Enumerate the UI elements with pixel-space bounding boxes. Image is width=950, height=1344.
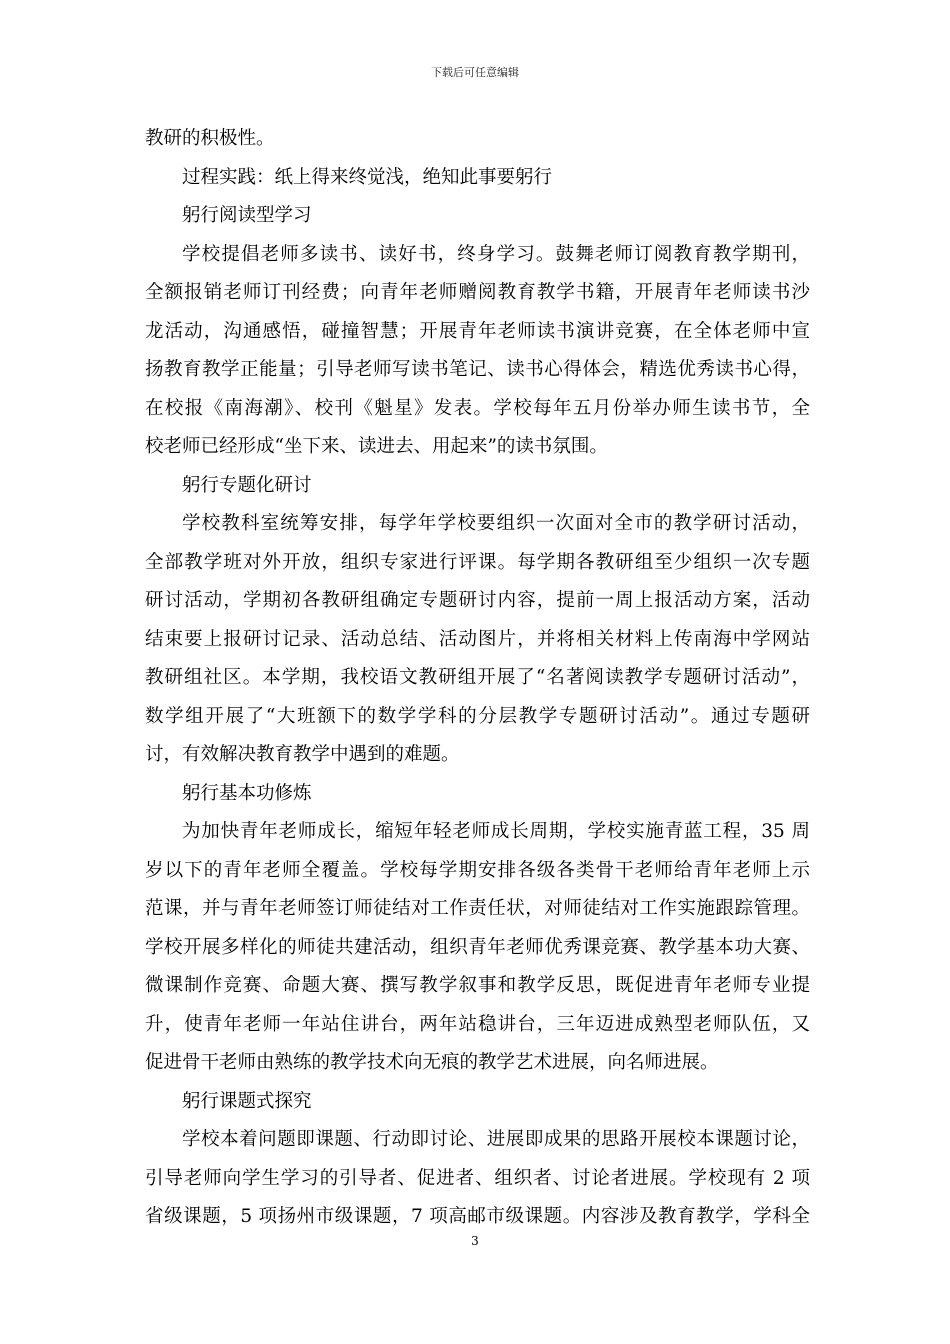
text-line: 升，使青年老师一年站住讲台，两年站稳讲台，三年迈进成熟型老师队伍，又 (145, 1013, 810, 1035)
text-line: 全额报销老师订刊经费；向青年老师赠阅教育教学书籍，开展青年老师读书沙 (145, 282, 810, 303)
text-line: 引导老师向学生学习的引导者、促进者、组织者、讨论者进展。学校现有 2 项 (145, 1167, 810, 1189)
text-line: 教研组社区。本学期，我校语文教研组开展了“名著阅读教学专题研讨活动”， (145, 667, 810, 688)
text-line: 促进骨干老师由熟练的教学技术向无痕的教学艺术进展，向名师进展。 (145, 1052, 719, 1073)
section-heading: 躬行课题式探究 (182, 1090, 312, 1112)
text-line: 教研的积极性。 (145, 128, 275, 149)
text-line: 学校开展多样化的师徒共建活动，组织青年老师优秀课竞赛、教学基本功大赛、 (145, 936, 810, 958)
text-line: 岁以下的青年老师全覆盖。学校每学期安排各级各类骨干老师给青年老师上示 (145, 859, 810, 881)
text-line: 学校提倡老师多读书、读好书，终身学习。鼓舞老师订阅教育教学期刊， (182, 243, 810, 265)
text-line: 数学组开展了“大班额下的数学学科的分层教学专题研讨活动”。通过专题研 (145, 705, 810, 727)
section-heading: 躬行专题化研讨 (182, 474, 312, 496)
text-line: 微课制作竞赛、命题大赛、撰写教学叙事和教学反思，既促进青年老师专业提 (145, 975, 810, 996)
text-line: 范课，并与青年老师签订师徒结对工作责任状，对师徒结对工作实施跟踪管理。 (145, 898, 810, 919)
page-number: 3 (471, 1234, 479, 1248)
text-line: 省级课题，5 项扬州市级课题，7 项高邮市级课题。内容涉及教育教学，学科全 (145, 1206, 810, 1227)
section-heading: 过程实践：纸上得来终觉浅，绝知此事要躬行 (182, 166, 553, 188)
page-header: 下载后可任意编辑 (431, 66, 519, 79)
text-line: 全部教学班对外开放，组织专家进行评课。每学期各教研组至少组织一次专题 (145, 551, 810, 573)
text-line: 讨，有效解决教育教学中遇到的难题。 (145, 744, 460, 765)
text-line: 研讨活动，学期初各教研组确定专题研讨内容，提前一周上报活动方案，活动 (145, 590, 810, 611)
text-line: 龙活动，沟通感悟，碰撞智慧；开展青年老师读书演讲竞赛，在全体老师中宣 (145, 320, 810, 342)
document-body (145, 120, 810, 1237)
text-line: 扬教育教学正能量；引导老师写读书笔记、读书心得体会，精选优秀读书心得， (145, 359, 810, 380)
text-line: 为加快青年老师成长，缩短年轻老师成长周期，学校实施青蓝工程，35 周 (182, 821, 810, 842)
text-line: 在校报《南海潮》、校刊《魁星》发表。学校每年五月份举办师生读书节，全 (145, 397, 810, 419)
section-heading: 躬行阅读型学习 (182, 205, 312, 226)
section-heading: 躬行基本功修炼 (182, 782, 312, 804)
text-line: 结束要上报研讨记录、活动总结、活动图片，并将相关材料上传南海中学网站 (145, 628, 810, 650)
text-line: 校老师已经形成“坐下来、读进去、用起来”的读书氛围。 (145, 436, 608, 457)
text-line: 学校教科室统筹安排，每学年学校要组织一次面对全市的教学研讨活动， (182, 513, 810, 534)
text-line: 学校本着问题即课题、行动即讨论、进展即成果的思路开展校本课题讨论， (182, 1129, 810, 1150)
